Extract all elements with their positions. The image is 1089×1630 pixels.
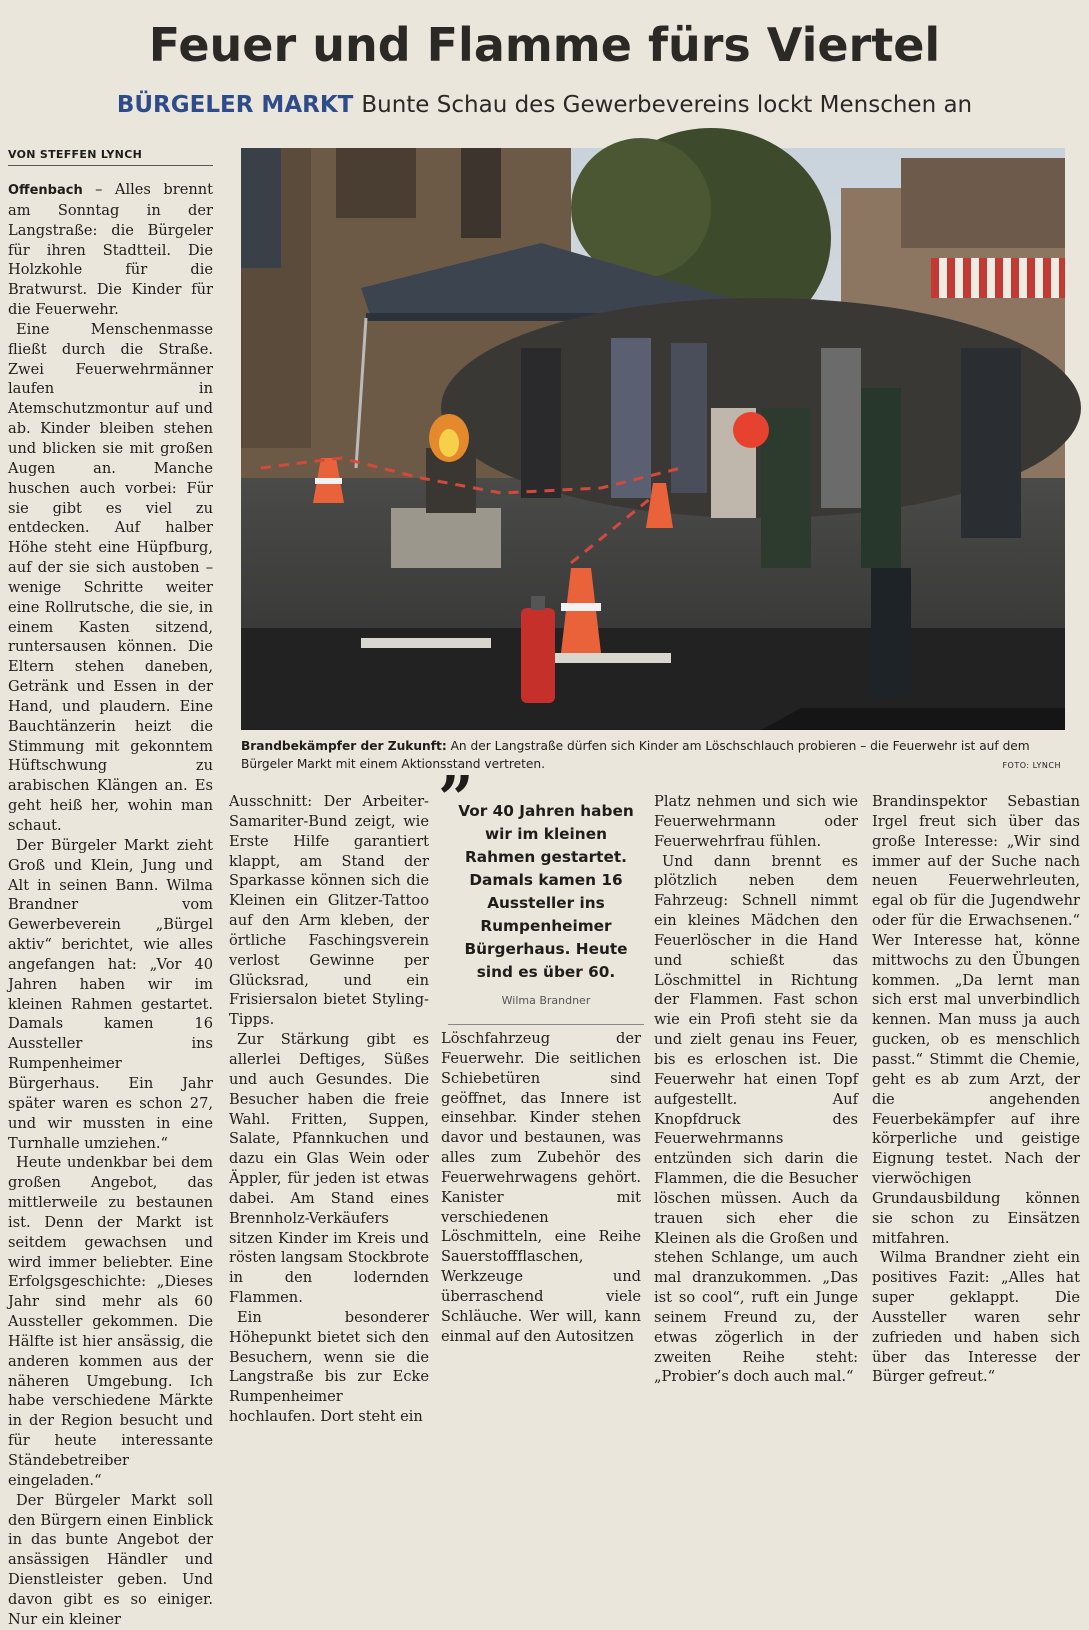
paragraph: Brandinspektor Sebastian Irgel freut sich über das große Interesse: „Wir sind immer auf der Suche nach neuen Feuerwehrleuten, egal ob für die Jugendwehr oder für die Erwachsenen.“ Wer Interesse hat, könne mittwochs zu den Übungen kommen. „Da lernt man sich erst mal unverbindlich kennen. Man muss ja auch gucken, ob es menschlich passt.“ Stimmt die Chemie, geht es ab zum Arzt, der die angehenden Feuerbekämpfer auf ihre körperliche und geistige Eignung testet. Nach der vierwöchigen Grundausbildung können sie schon zu Einsätzen mitfahren. [872, 793, 1080, 1247]
photo-illustration [241, 148, 1065, 730]
paragraph: Eine Menschenmasse fließt durch die Straße. Zwei Feuerwehrmänner laufen in Atemschutzmontur auf und ab. Kinder bleiben stehen und blicken sie mit großen Augen an. Manche huschen auch vorbei: Für sie gibt es viel zu entdecken. Auf halber Höhe steht eine Hüpfburg, auf der sie sich austoben – wenige Schritte weiter eine Rollrutsche, die sie, in einem Kasten sitzend, runtersausen können. Die Eltern stehen daneben, Getränk und Essen in der Hand, und plaudern. Eine Bauchtänzerin heizt die Stimmung mit gekonntem Hüftschwung zu arabischen Klängen an. Es geht heiß her, wohin man schaut. [8, 320, 213, 834]
paragraph-intro: Offenbach – Alles brennt am Sonntag in der Langstraße: die Bürgeler für ihren Stadtteil. Die Holzkohle für die Bratwurst. Die Kinder für die Feuerwehr. [8, 181, 213, 319]
paragraph: Und dann brennt es plötzlich neben dem Fahrzeug: Schnell nimmt ein kleines Mädchen den Feuerlöscher in die Hand und schießt das Löschmittel in Richtung der Flammen. Fast schon wie ein Profi steht sie da und zielt genau ins Feuer, bis es erloschen ist. Die Feuerwehr hat einen Topf aufgestellt. Auf Knopfdruck des Feuerwehrmanns entzünden sich darin die Flammen, die die Besucher löschen müssen. Auch da trauen sich eher die Kleinen als die Großen und stehen Schlange, um auch mal dranzukommen. „Das ist so cool“, ruft ein Junge seinem Freund zu, der etwas zögerlich in der zweiten Reihe steht: „Probier’s doch auch mal.“ [654, 852, 858, 1386]
headline: Feuer und Flamme fürs Viertel [148, 18, 941, 72]
dateline: Offenbach [8, 183, 83, 198]
paragraph: Der Bürgeler Markt soll den Bürgern einen Einblick in das bunte Angebot der ansässigen Händler und Dienstleister geben. Und davon gibt es so einiger. Nur ein kleiner [8, 1491, 213, 1628]
pull-quote-author: Wilma Brandner [501, 994, 591, 1007]
paragraph: Wilma Brandner zieht ein positives Fazit: „Alles hat super geklappt. Die Aussteller waren sehr zufrieden und haben sich über das Interesse der Bürger gefreut.“ [872, 1249, 1080, 1386]
divider [448, 1024, 644, 1025]
paragraph: Ein besonderer Höhepunkt bietet sich den Besuchern, wenn sie die Langstraße bis zur Ecke Rumpenheimer hochlaufen. Dort steht ein [229, 1308, 429, 1426]
subheadline: Bunte Schau des Gewerbevereins lockt Menschen an [361, 92, 973, 118]
kicker: BÜRGELER MARKT [116, 92, 354, 118]
photo-credit: FOTO: LYNCH [1002, 761, 1061, 770]
byline: VON STEFFEN LYNCH [8, 148, 213, 166]
pull-quote: Vor 40 Jahren haben wir im kleinen Rahmen gestartet. Damals kamen 16 Aussteller ins Rumpenheimer Bürgerhaus. Heute sind es über 60. [458, 802, 634, 981]
column-3 [441, 1029, 641, 1345]
column-5 [872, 792, 1080, 1386]
caption-text: An der Langstraße dürfen sich Kinder am Löschschlauch probieren – die Feuerwehr ist auf dem Bürgeler Markt mit einem Aktionsstand vertreten. [241, 739, 1030, 771]
paragraph: Heute undenkbar bei dem großen Angebot, das mittlerweile zu bestaunen ist. Denn der Markt ist seitdem gewachsen und wird immer beliebter. Eine Erfolgsgeschichte: „Dieses Jahr sind mehr als 60 Aussteller gekommen. Die Hälfte ist hier ansässig, die anderen kommen aus der näheren Umgebung. Ich habe verschiedene Märkte in der Region besucht und für heute interessante Ständebetreiber eingeladen.“ [8, 1154, 213, 1489]
paragraph: Zur Stärkung gibt es allerlei Deftiges, Süßes und auch Gesundes. Die Besucher haben die freie Wahl. Fritten, Suppen, Salate, Pfannkuchen und dazu ein Glas Wein oder Äppler, für jeden ist etwas dabei. Am Stand eines Brennholz-Verkäufers sitzen Kinder im Kreis und rösten langsam Stockbrote in den lodernden Flammen. [229, 1031, 429, 1307]
paragraph: Platz nehmen und sich wie Feuerwehrmann oder Feuerwehrfrau fühlen. [654, 793, 858, 850]
subheadline-row [0, 92, 1089, 118]
paragraph: Ausschnitt: Der Arbeiter-Samariter-Bund zeigt, wie Erste Hilfe garantiert klappt, am Stand der Sparkasse können sich die Kleinen ein Glitzer-Tattoo auf den Arm kleben, der örtliche Faschingsverein verlost Gewinne per Glücksrad, und ein Frisiersalon bietet Styling-Tipps. [229, 793, 429, 1029]
column-1 [8, 180, 213, 1628]
column-4 [654, 792, 858, 1386]
caption-title: Brandbekämpfer der Zukunft: [241, 739, 447, 753]
photo-caption [241, 737, 1065, 773]
paragraph: Löschfahrzeug der Feuerwehr. Die seitlichen Schiebetüren sind geöffnet, das Innere ist einsehbar. Kinder stehen davor und bestaunen, was alles zum Zubehör des Feuerwehrwagens gehört. Kanister mit verschiedenen Löschmitteln, eine Reihe Sauerstoffflaschen, Werkzeuge und überraschend viele Schläuche. Wer will, kann einmal auf den Autositzen [441, 1030, 641, 1345]
column-2 [229, 792, 429, 1426]
article-photo [241, 148, 1065, 730]
paragraph: Der Bürgeler Markt zieht Groß und Klein, Jung und Alt in seinen Bann. Wilma Brandner vom Gewerbeverein „Bürgel aktiv“ berichtet, wie alles angefangen hat: „Vor 40 Jahren haben wir im kleinen Rahmen gestartet. Damals kamen 16 Aussteller ins Rumpenheimer Bürgerhaus. Ein Jahr später waren es schon 27, und wir mussten in eine Turnhalle umziehen.“ [8, 836, 213, 1152]
quote-mark-icon: ” [438, 762, 474, 835]
